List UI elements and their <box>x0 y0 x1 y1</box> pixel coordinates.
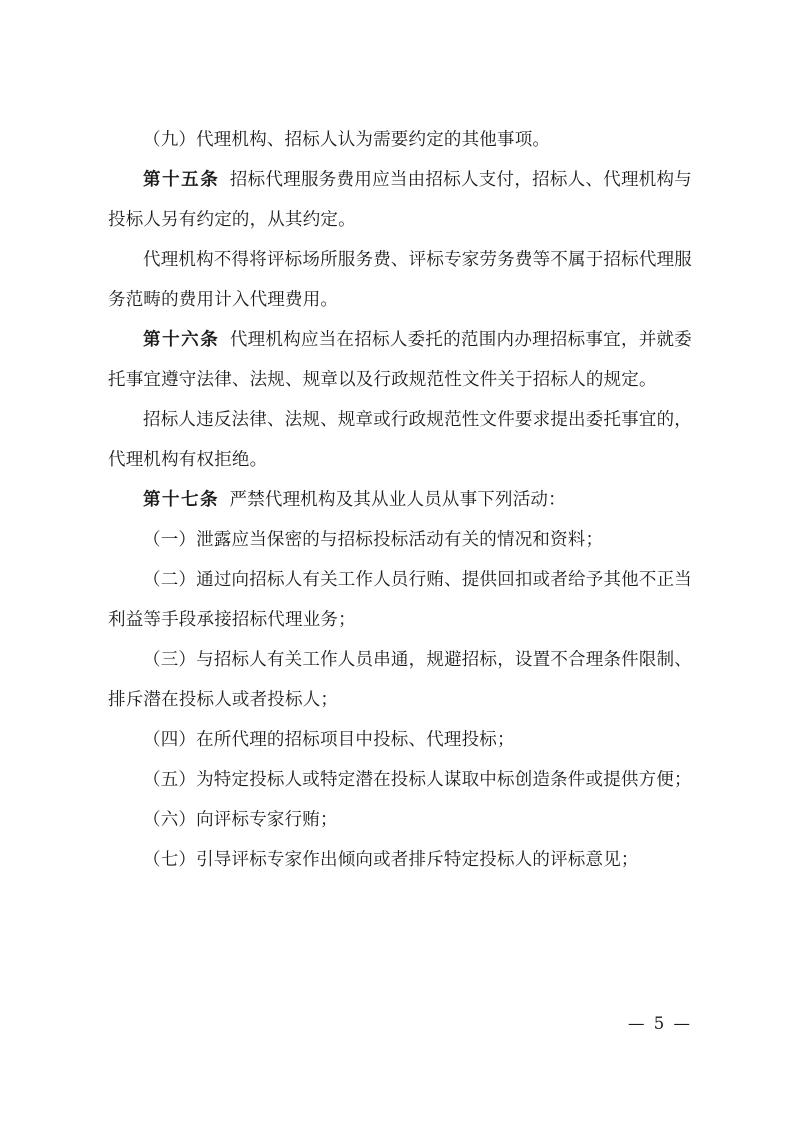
paragraph-text: 代理机构应当在招标人委托的范围内办理招标事宜，并就委托事宜遵守法律、法规、规章以及行政规范性文件关于招标人的规定。 <box>108 330 693 390</box>
paragraph-article-16-para-2 <box>108 400 692 480</box>
paragraph-item-four <box>108 720 692 760</box>
paragraph-text: （七）引导评标专家作出倾向或者排斥特定投标人的评标意见； <box>143 850 639 870</box>
paragraph-text: （六）向评标专家行贿； <box>143 810 338 830</box>
document-body <box>108 120 692 880</box>
paragraph-article-15-para-2 <box>108 240 692 320</box>
paragraph-item-five <box>108 760 692 800</box>
paragraph-text: 招标人违反法律、法规、规章或行政规范性文件要求提出委托事宜的，代理机构有权拒绝。 <box>108 410 692 470</box>
paragraph-text: （九）代理机构、招标人认为需要约定的其他事项。 <box>143 130 551 150</box>
paragraph-item-seven <box>108 840 692 880</box>
paragraph-article-16 <box>108 320 692 400</box>
paragraph-item-nine <box>108 120 692 160</box>
paragraph-article-15 <box>108 160 692 240</box>
paragraph-text: （四）在所代理的招标项目中投标、代理投标； <box>143 730 515 750</box>
paragraph-text: 代理机构不得将评标场所服务费、评标专家劳务费等不属于招标代理服务范畴的费用计入代理费用。 <box>108 250 692 310</box>
paragraph-text: 严禁代理机构及其从业人员从事下列活动： <box>229 490 566 510</box>
paragraph-item-one <box>108 520 692 560</box>
paragraph-text: （一）泄露应当保密的与招标投标活动有关的情况和资料； <box>143 530 604 550</box>
paragraph-item-three <box>108 640 692 720</box>
paragraph-text: 招标代理服务费用应当由招标人支付，招标人、代理机构与投标人另有约定的，从其约定。 <box>108 170 693 230</box>
paragraph-item-two <box>108 560 692 640</box>
page-number: — 5 — <box>628 1014 692 1033</box>
article-number: 第十七条 <box>143 490 219 510</box>
article-number: 第十五条 <box>143 170 220 190</box>
article-number: 第十六条 <box>143 330 220 350</box>
paragraph-text: （二）通过向招标人有关工作人员行贿、提供回扣或者给予其他不正当利益等手段承接招标代理业务； <box>108 570 692 630</box>
paragraph-article-17 <box>108 480 692 520</box>
paragraph-text: （三）与招标人有关工作人员串通，规避招标，设置不合理条件限制、排斥潜在投标人或者投标人； <box>108 650 692 710</box>
paragraph-item-six <box>108 800 692 840</box>
paragraph-text: （五）为特定投标人或特定潜在投标人谋取中标创造条件或提供方便； <box>143 770 692 790</box>
